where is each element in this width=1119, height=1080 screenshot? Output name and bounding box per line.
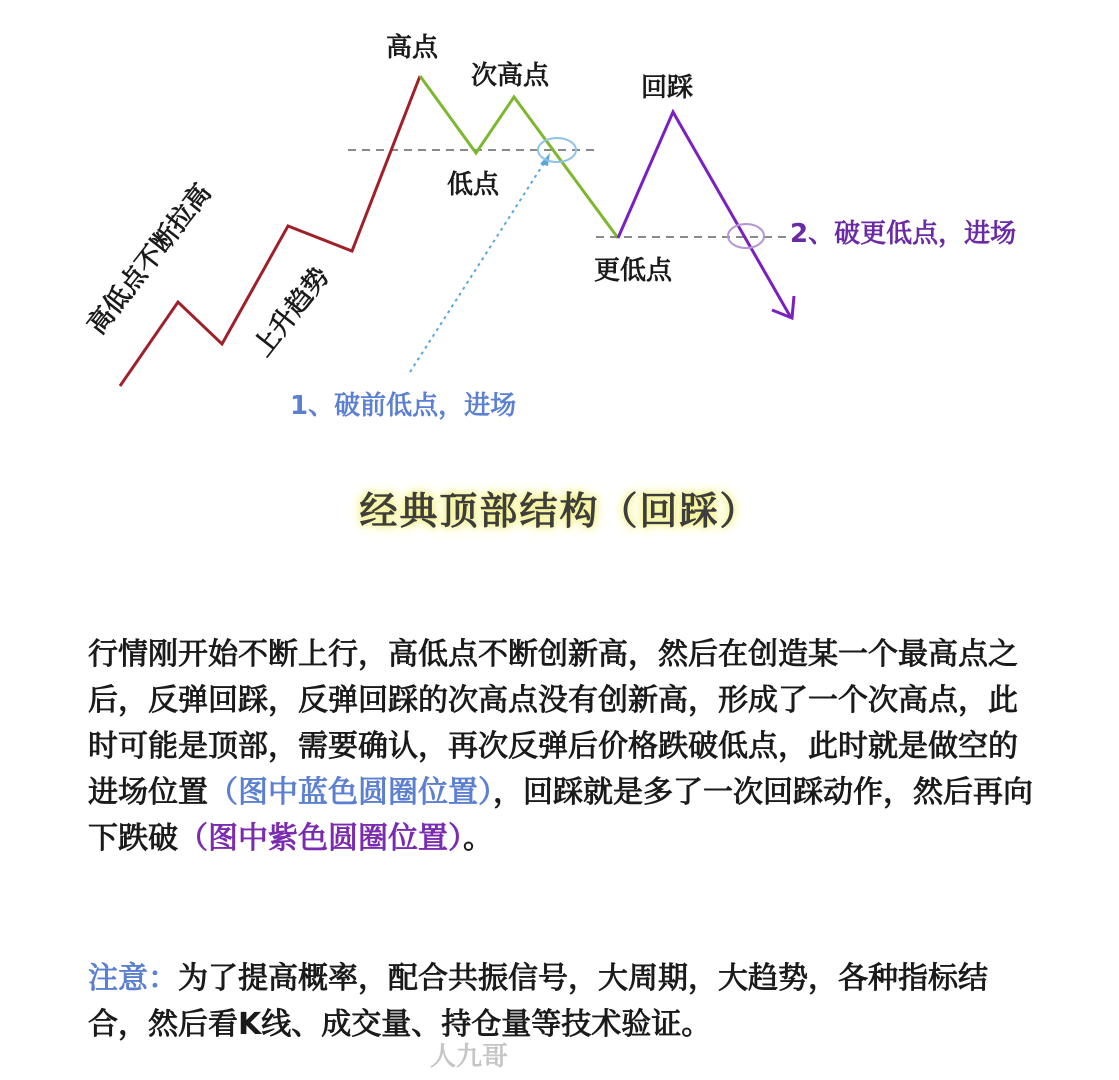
description-text-3: 。 [463,821,493,856]
top-structure-diagram [0,0,1119,470]
entry2-label: 2、破更低点，进场 [790,219,1017,249]
rising-highs-label: 高低点不断拉高 [81,178,218,341]
top-structure-line [420,76,618,238]
note-paragraph [88,956,1038,1048]
note-label: 注意： [88,961,178,996]
description-text-2: ，回踩就是多了一次回踩动作，然后再向下跌破 [88,775,1033,856]
note-text: 为了提高概率，配合共振信号，大周期，大趋势，各种指标结合，然后看K线、成交量、持仓量等技术验证。 [88,961,988,1042]
low-label: 低点 [447,170,500,200]
purple-circle-note: （图中紫色圆圈位置） [178,821,463,856]
second-high-label: 次高点 [471,61,550,91]
purple-entry-circle [728,224,764,248]
entry1-label: 1、破前低点，进场 [290,391,517,421]
pullback-label: 回踩 [641,73,694,103]
high-label: 高点 [386,33,439,63]
uptrend-label: 上升趋势 [247,261,336,363]
lower-low-label: 更低点 [594,256,673,286]
diagram-title: 经典顶部结构（回踩） [359,489,760,533]
blue-circle-note: （图中蓝色圆圈位置） [208,775,493,810]
watermark: 人九哥 [430,1042,509,1072]
description-text-1: 行情刚开始不断上行，高低点不断创新高，然后在创造某一个最高点之后，反弹回踩，反弹回踩的次高点没有创新高，形成了一个次高点，此时可能是顶部，需要确认，再次反弹后价格跌破低点，此时就是做空的进场位置 [88,637,1018,810]
blue-entry-circle [538,138,576,162]
description-paragraph [88,632,1038,862]
